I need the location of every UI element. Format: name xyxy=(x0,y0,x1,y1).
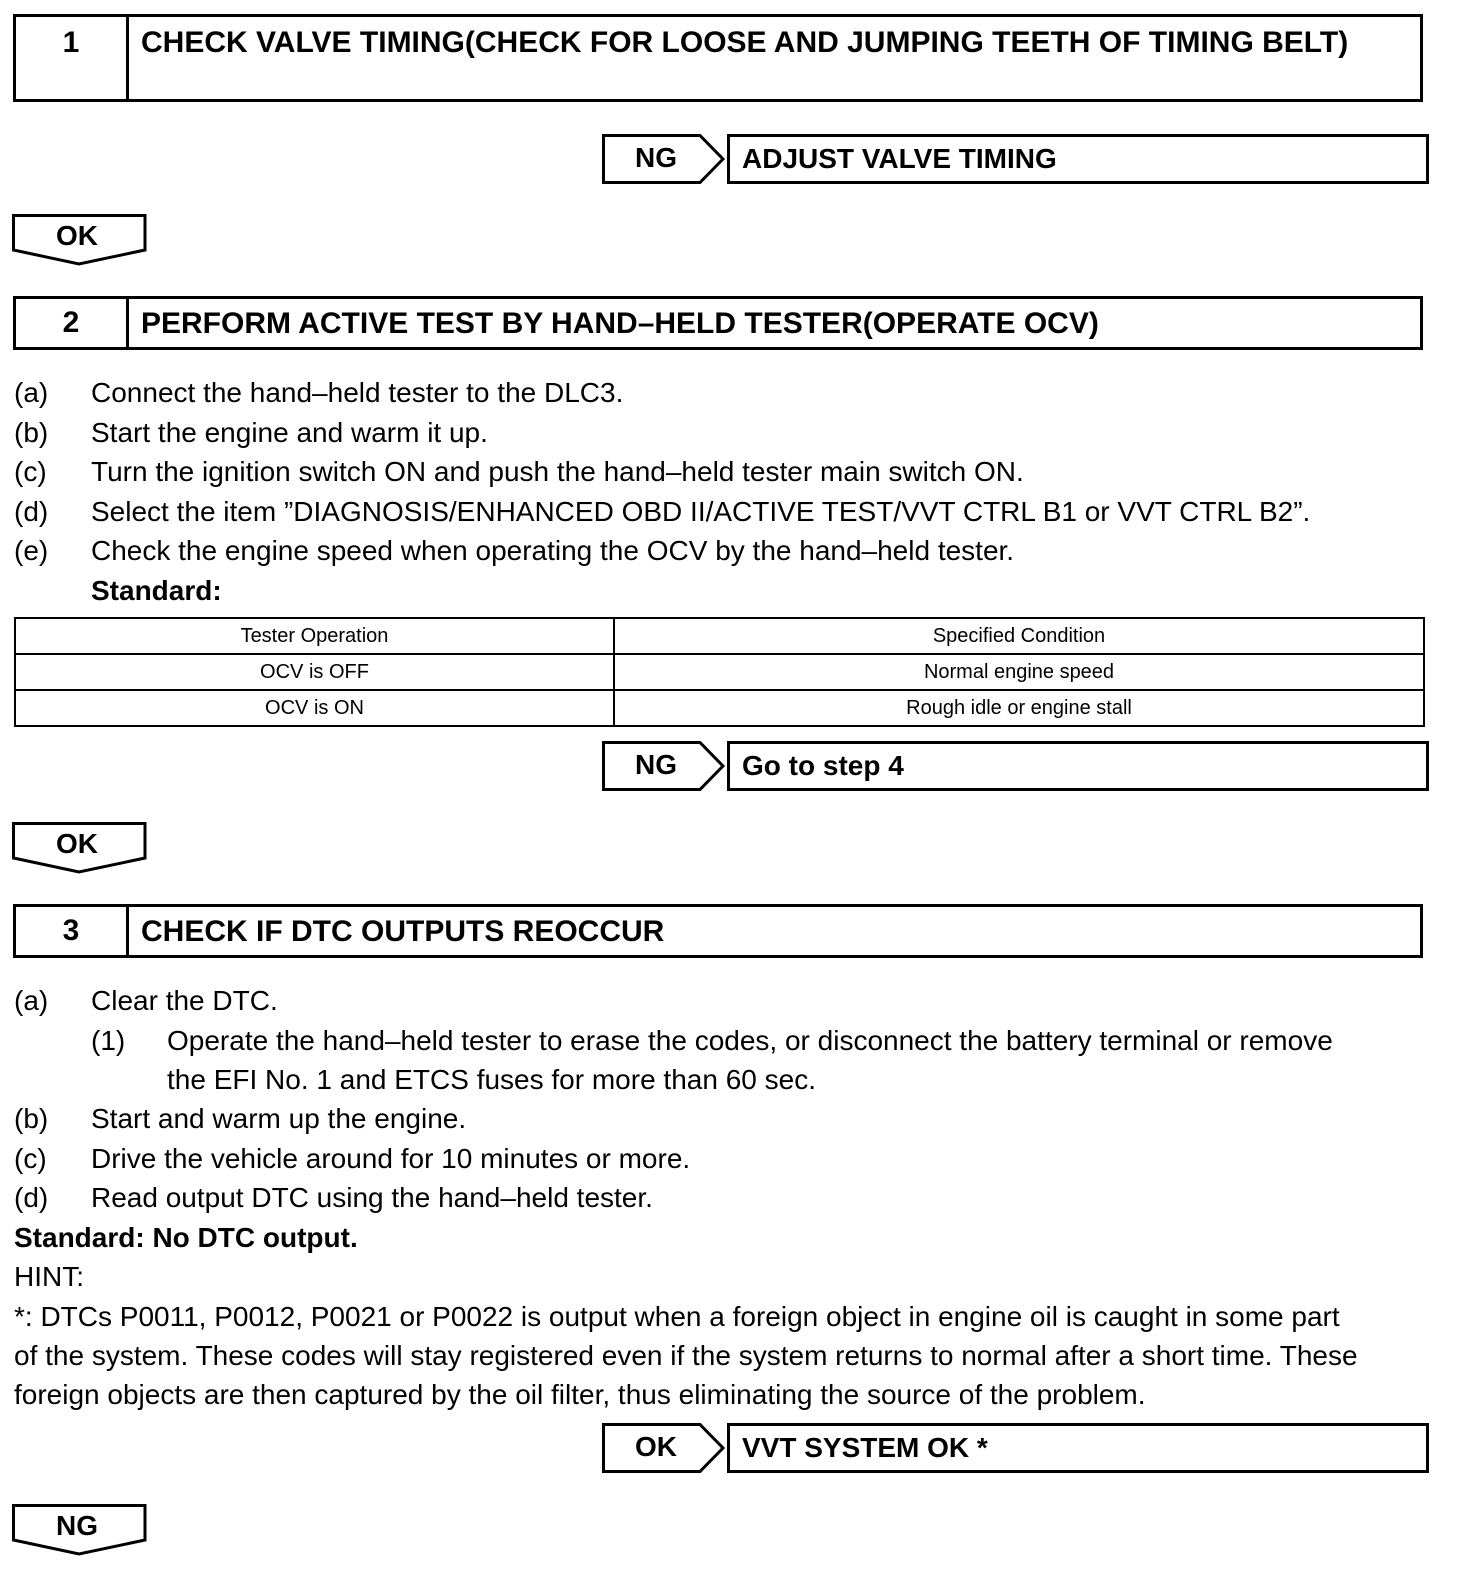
action-label: ADJUST VALVE TIMING xyxy=(742,143,1057,174)
hint-text: *: DTCs P0011, P0012, P0021 or P0022 is output when a foreign object in engine oil is caught in some part xyxy=(14,1301,1340,1332)
step-number: 2 xyxy=(16,299,129,347)
result-tag-label: NG xyxy=(635,749,677,780)
action-label: VVT SYSTEM OK * xyxy=(742,1432,988,1463)
list-item-text: Select the item ”DIAGNOSIS/ENHANCED OBD II/ACTIVE TEST/VVT CTRL B1 or VVT CTRL B2”. xyxy=(91,496,1311,527)
table-row xyxy=(15,654,1424,690)
action-box xyxy=(727,134,1429,184)
list-item-text: Clear the DTC. xyxy=(91,985,278,1016)
list-item-text: Check the engine speed when operating the OCV by the hand–held tester. xyxy=(91,535,1015,566)
list-marker: (a) xyxy=(14,377,49,408)
sub-list-marker: (1) xyxy=(91,1025,126,1056)
list-marker: (d) xyxy=(14,496,49,527)
table-row xyxy=(15,690,1424,726)
down-tag-label: NG xyxy=(56,1510,98,1541)
table-header-row xyxy=(15,618,1424,654)
ng-down-tag xyxy=(12,1504,152,1556)
step-2-header xyxy=(13,296,1423,350)
table-cell: OCV is OFF xyxy=(15,654,614,690)
action-label: Go to step 4 xyxy=(742,750,904,781)
list-marker: (c) xyxy=(14,456,47,487)
list-marker: (d) xyxy=(14,1182,49,1213)
table-cell: Normal engine speed xyxy=(614,654,1424,690)
list-marker: (e) xyxy=(14,535,49,566)
down-tag-label: OK xyxy=(56,828,98,859)
list-marker: (a) xyxy=(14,985,49,1016)
table-cell: OCV is ON xyxy=(15,690,614,726)
table-cell: Rough idle or engine stall xyxy=(614,690,1424,726)
list-item-text: Turn the ignition switch ON and push the hand–held tester main switch ON. xyxy=(91,456,1024,487)
ok-result-tag xyxy=(602,1423,726,1473)
list-item-text: Start and warm up the engine. xyxy=(91,1103,467,1134)
list-item-text: Connect the hand–held tester to the DLC3. xyxy=(91,377,624,408)
list-marker: (c) xyxy=(14,1143,47,1174)
action-box xyxy=(727,741,1429,791)
standard-table xyxy=(14,617,1425,727)
ok-down-tag xyxy=(12,214,152,266)
hint-text: foreign objects are then captured by the oil filter, thus eliminating the source of the problem. xyxy=(14,1379,1146,1410)
list-item-text: Drive the vehicle around for 10 minutes or more. xyxy=(91,1143,691,1174)
list-marker: (b) xyxy=(14,1103,49,1134)
action-box xyxy=(727,1423,1429,1473)
sub-list-item-text: the EFI No. 1 and ETCS fuses for more than 60 sec. xyxy=(167,1064,816,1095)
result-tag-label: NG xyxy=(635,142,677,173)
ng-result-tag xyxy=(602,134,726,184)
step-title: CHECK IF DTC OUTPUTS REOCCUR xyxy=(141,915,665,948)
ng-result-tag xyxy=(602,741,726,791)
step-3-header xyxy=(13,904,1423,958)
step-1-header xyxy=(13,14,1423,102)
standard-text: Standard: No DTC output. xyxy=(14,1222,358,1253)
step-title: CHECK VALVE TIMING(CHECK FOR LOOSE AND JUMPING TEETH OF TIMING BELT) xyxy=(141,26,1349,59)
step-title: PERFORM ACTIVE TEST BY HAND–HELD TESTER(OPERATE OCV) xyxy=(141,307,1099,340)
list-item-text: Start the engine and warm it up. xyxy=(91,417,488,448)
step-number: 3 xyxy=(16,907,129,955)
standard-label: Standard: xyxy=(91,575,222,606)
result-tag-label: OK xyxy=(635,1431,677,1462)
down-tag-label: OK xyxy=(56,220,98,251)
ok-down-tag xyxy=(12,822,152,874)
step-number: 1 xyxy=(16,17,129,99)
table-header-cell: Tester Operation xyxy=(15,618,614,654)
hint-label: HINT: xyxy=(14,1261,84,1292)
list-item-text: Read output DTC using the hand–held tester. xyxy=(91,1182,653,1213)
sub-list-item-text: Operate the hand–held tester to erase the codes, or disconnect the battery terminal or remove xyxy=(167,1025,1333,1056)
hint-text: of the system. These codes will stay registered even if the system returns to normal after a short time. These xyxy=(14,1340,1358,1371)
list-marker: (b) xyxy=(14,417,49,448)
table-header-cell: Specified Condition xyxy=(614,618,1424,654)
